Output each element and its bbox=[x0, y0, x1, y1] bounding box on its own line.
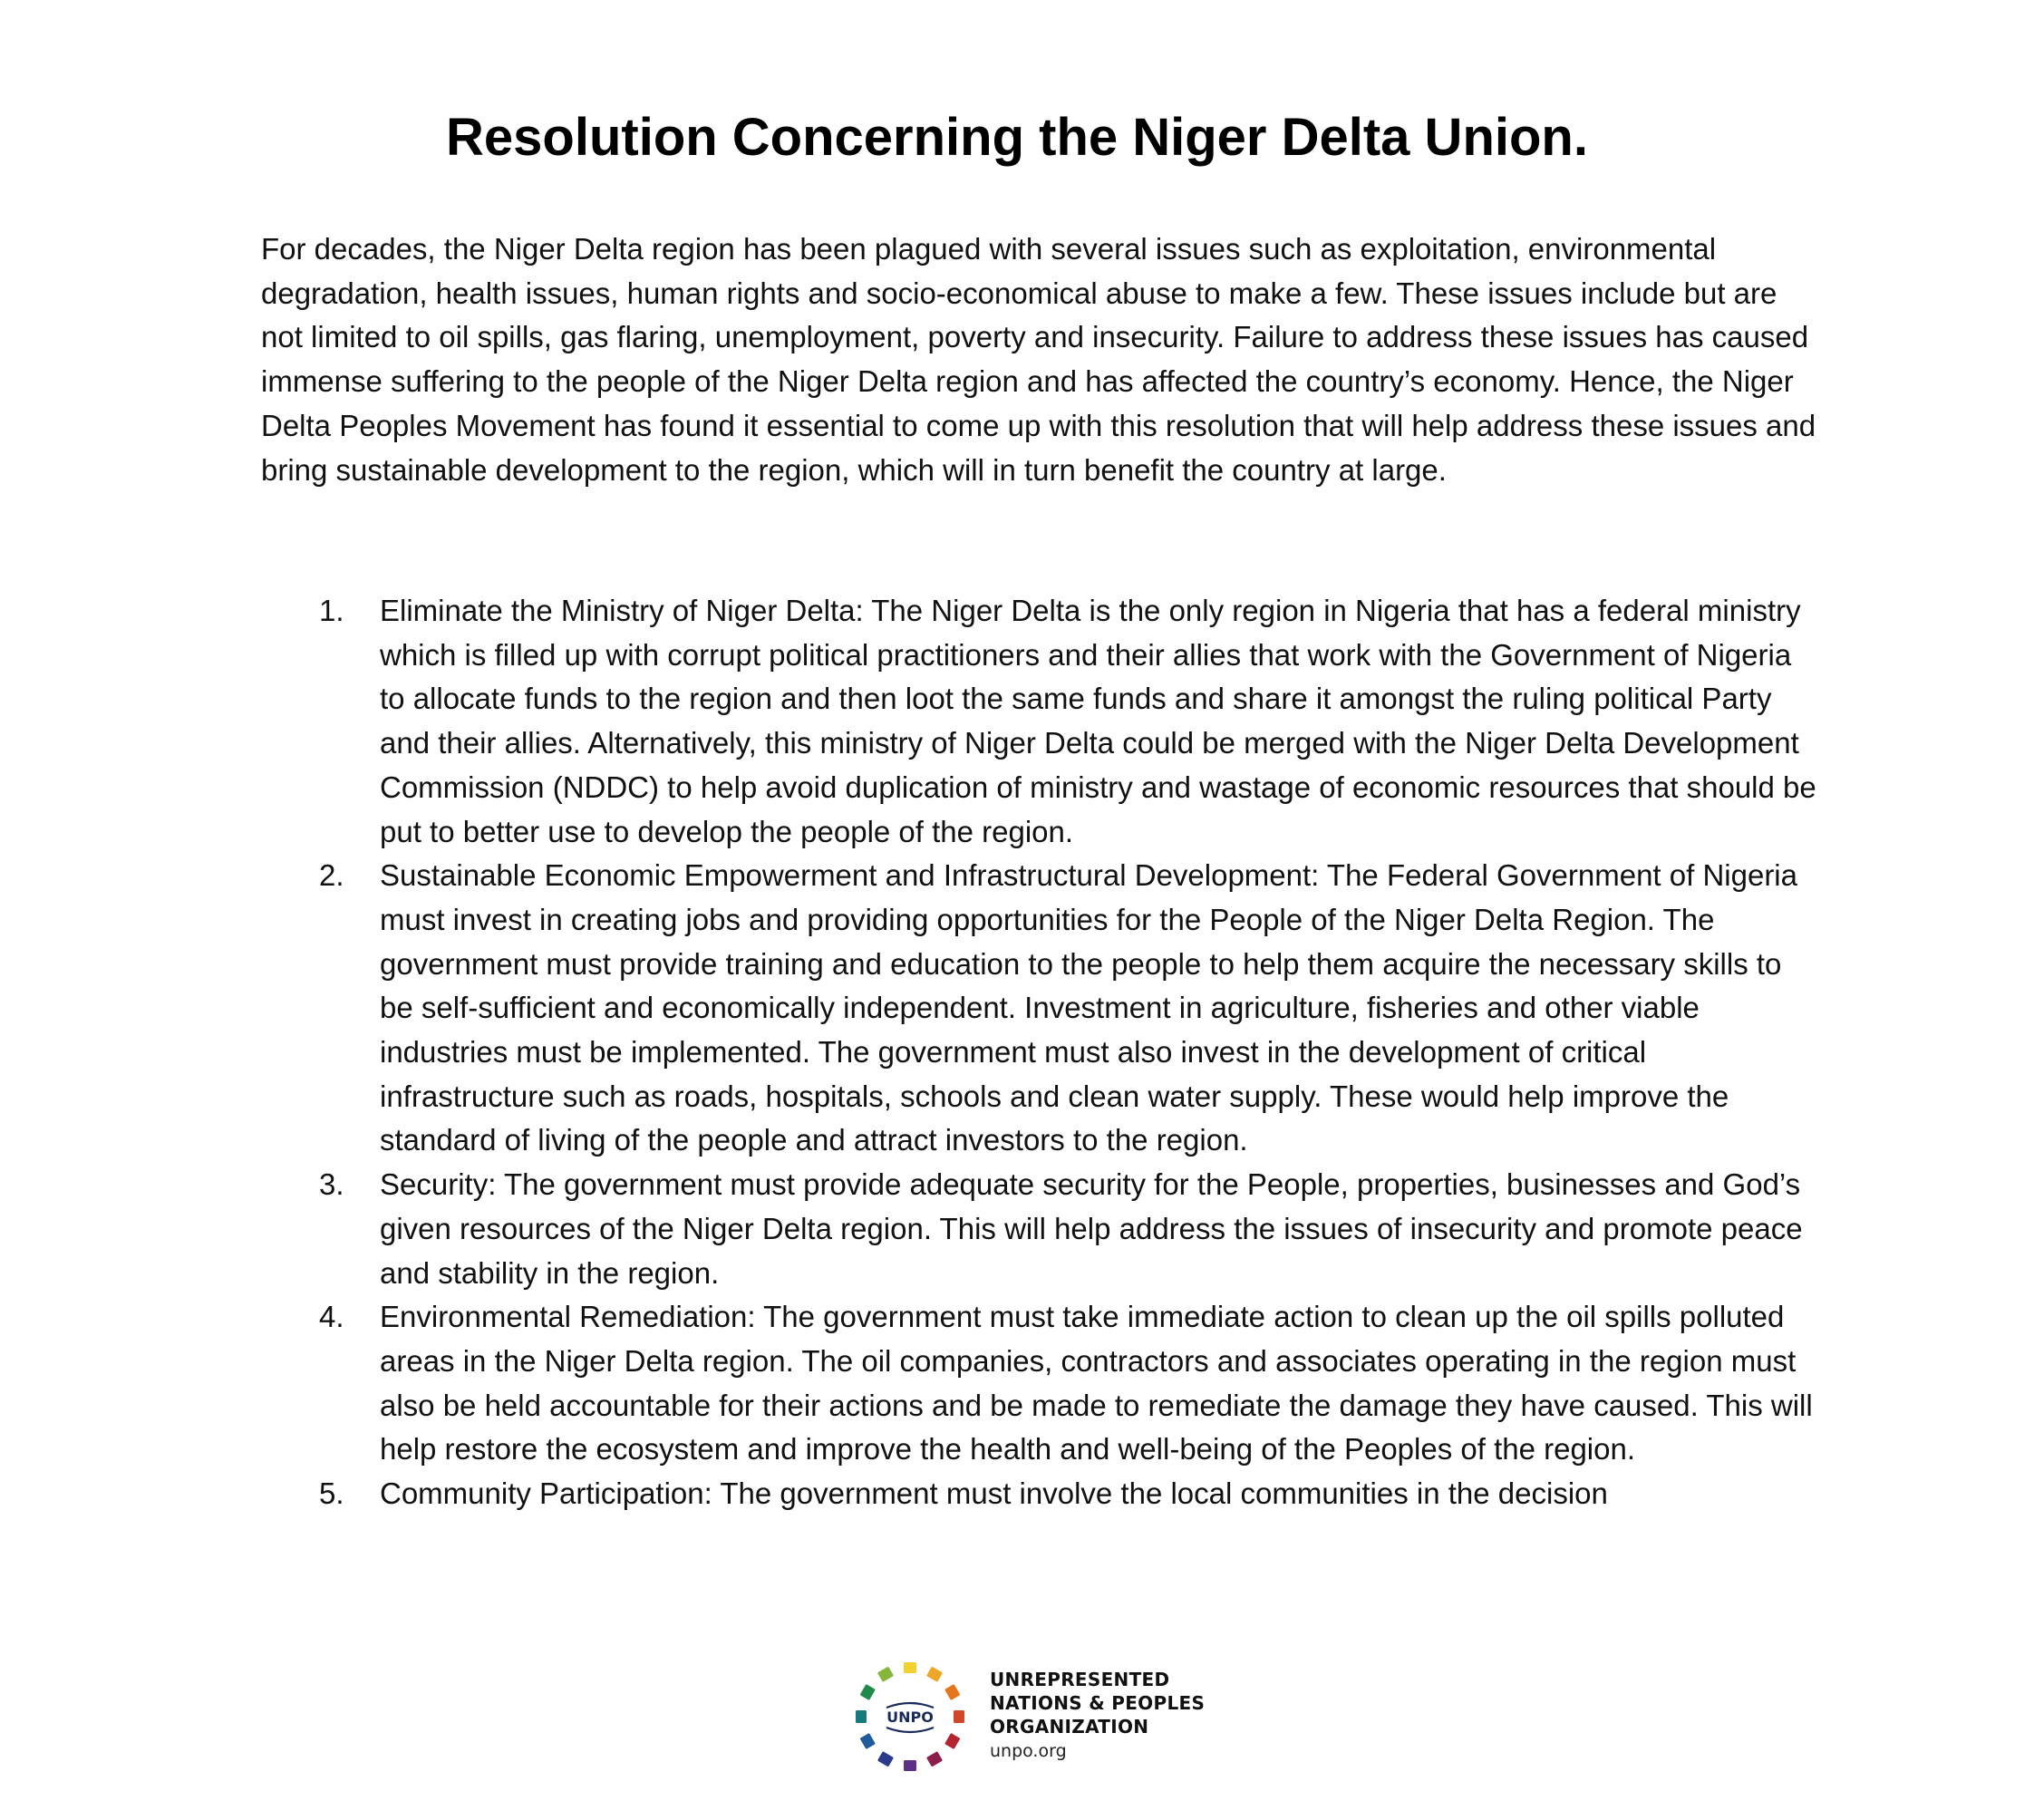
logo-ring-segment bbox=[860, 1684, 876, 1700]
item-number: 2. bbox=[319, 858, 344, 893]
item-body: The government must take immediate action to clean up the oil spills polluted areas in the Niger Delta region. The oil companies, contractors and associates operating in the region must also be held accountable for their actions and be made to remediate the damage they have caused. This will help restore the ecosystem and improve the health and well-being of the Peoples of the region. bbox=[380, 1300, 1813, 1467]
resolution-item bbox=[0, 854, 1821, 1163]
unpo-logo-ring-icon bbox=[852, 1659, 968, 1775]
logo-ring-segment bbox=[904, 1760, 916, 1771]
logo-ring-segment bbox=[860, 1733, 876, 1749]
org-name-line-3: ORGANIZATION bbox=[990, 1716, 1149, 1738]
org-name-line-2: NATIONS & PEOPLES bbox=[990, 1692, 1206, 1714]
item-heading: Sustainable Economic Empowerment and Infrastructural Development: bbox=[380, 858, 1320, 893]
logo-ring-segment bbox=[926, 1751, 943, 1767]
resolution-item bbox=[0, 1163, 1821, 1295]
logo-ring-segment bbox=[877, 1751, 894, 1767]
org-url: unpo.org bbox=[990, 1741, 1067, 1761]
logo-ring-segment bbox=[877, 1667, 894, 1682]
item-body: The Niger Delta is the only region in Nigeria that has a federal ministry which is filled up with corrupt political practitioners and their allies that work with the Government of Nigeria to allocate funds to the region and then loot the same funds and share it amongst the ruling political Party and their allies. Alternatively, this ministry of Niger Delta could be merged with the Niger Delta Development Commission (NDDC) to help avoid duplication of ministry and wastage of economic resources that should be put to better use to develop the people of the region. bbox=[380, 594, 1816, 848]
item-body: The Federal Government of Nigeria must invest in creating jobs and providing opportunities for the People of the Niger Delta Region. The government must provide training and education to the people to help them acquire the necessary skills to be self-sufficient and economically independent. Investment in agriculture, fisheries and other viable industries must be implemented. The government must also invest in the development of critical infrastructure such as roads, hospitals, schools and clean water supply. These would help improve the standard of living of the people and attract investors to the region. bbox=[380, 858, 1797, 1157]
resolution-item bbox=[0, 589, 1821, 854]
logo-ring-segment bbox=[926, 1667, 943, 1682]
item-heading: Environmental Remediation: bbox=[380, 1300, 756, 1334]
item-number: 1. bbox=[319, 594, 344, 627]
item-body: The government must involve the local communities in the decision bbox=[712, 1476, 1608, 1511]
unpo-logo bbox=[852, 1651, 1233, 1778]
logo-abbrev: UNPO bbox=[886, 1709, 934, 1726]
intro-paragraph: For decades, the Niger Delta region has been plagued with several issues such as exploitation, environmental degradation, health issues, human rights and socio-economical abuse to make a few. These issues include but are not limited to oil spills, gas flaring, unemployment, poverty and insecurity. Failure to address these issues has caused immense suffering to the people of the Niger Delta region and has affected the country’s economy. Hence, the Niger Delta Peoples Movement has found it essential to come up with this resolution that will help address these issues and bring sustainable development to the region, which will in turn benefit the country at large. bbox=[261, 232, 1816, 487]
logo-ring-segment bbox=[944, 1684, 960, 1700]
resolution-list bbox=[0, 589, 2034, 1516]
logo-ring-segment bbox=[904, 1662, 916, 1673]
item-heading: Community Participation: bbox=[380, 1476, 712, 1511]
item-body: The government must provide adequate security for the People, properties, businesses and God’s given resources of the Niger Delta region. This will help address the issues of insecurity and promote peace and stability in the region. bbox=[380, 1167, 1803, 1290]
document-title: Resolution Concerning the Niger Delta Union. bbox=[446, 108, 1588, 167]
item-heading: Security: bbox=[380, 1167, 497, 1202]
resolution-list-viewport bbox=[0, 580, 2034, 1611]
org-name-line-1: UNREPRESENTED bbox=[990, 1669, 1170, 1690]
resolution-item bbox=[0, 1472, 1821, 1516]
logo-ring-segment bbox=[954, 1710, 964, 1723]
item-number: 3. bbox=[319, 1167, 344, 1202]
logo-ring-segment bbox=[944, 1733, 960, 1749]
resolution-item bbox=[0, 1295, 1821, 1472]
logo-wordmark bbox=[990, 1668, 1205, 1763]
logo-ring-segment bbox=[856, 1710, 867, 1723]
item-heading: Eliminate the Ministry of Niger Delta: bbox=[380, 594, 864, 627]
item-number: 4. bbox=[319, 1300, 344, 1334]
item-number: 5. bbox=[319, 1476, 344, 1511]
